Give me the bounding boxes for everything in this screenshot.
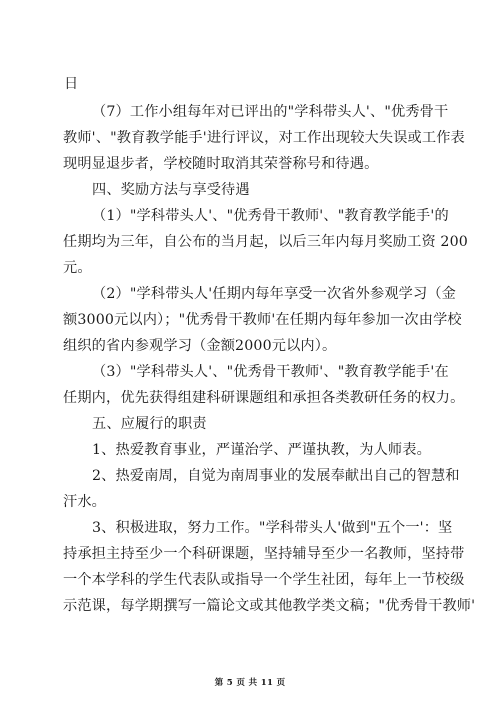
text-line: 日 xyxy=(64,76,79,92)
text-line: 3、积极进取，努力工作。"学科带头人'做到"五个一'：坚 xyxy=(92,520,453,536)
text-line: 组织的省内参观学习（金额2000元以内）。 xyxy=(63,338,337,354)
text-line: （7）工作小组每年对已评出的"学科带头人'、"优秀骨干 xyxy=(92,104,449,120)
text-line: 任期均为三年，自公布的当月起，以后三年内每月奖励工资 200 xyxy=(63,234,468,250)
text-line: （2）"学科带头人'任期内每年享受一次省外参观学习（金 xyxy=(92,286,457,302)
section-heading: 五、应履行的职责 xyxy=(92,416,207,432)
text-line: 教师'、"教育教学能手'进行评议，对工作出现较大失误或工作表 xyxy=(63,130,465,146)
text-line: 额3000元以内）；"优秀骨干教师'在任期内每年参加一次由学校 xyxy=(63,312,462,328)
text-line: 元。 xyxy=(63,260,92,276)
text-line: 2、热爱南周，自觉为南周事业的发展奉献出自己的智慧和 xyxy=(92,468,460,484)
text-line: （3）"学科带头人'、"优秀骨干教师'、"教育教学能手'在 xyxy=(92,364,449,380)
text-line: 任期内，优先获得组建科研课题组和承担各类教研任务的权力。 xyxy=(63,390,465,406)
page-number-footer: 第 5 页 共 11 页 xyxy=(214,678,286,688)
text-line: 汗水。 xyxy=(63,494,107,510)
text-line: 持承担主持至少一个科研课题，坚持辅导至少一名教师，坚持带 xyxy=(63,546,465,562)
text-line: （1）"学科带头人'、"优秀骨干教师'、"教育教学能手'的 xyxy=(92,208,449,224)
text-line: 一个本学科的学生代表队或指导一个学生社团，每年上一节校级 xyxy=(63,572,465,588)
text-line: 现明显退步者，学校随时取消其荣誉称号和待遇。 xyxy=(63,156,379,172)
text-line: 示范课，每学期撰写一篇论文或其他教学类文稿；"优秀骨干教师' xyxy=(63,598,476,614)
text-line: 1、热爱教育事业，严谨治学、严谨执教，为人师表。 xyxy=(92,442,431,458)
section-heading: 四、奖励方法与享受待遇 xyxy=(92,182,250,198)
